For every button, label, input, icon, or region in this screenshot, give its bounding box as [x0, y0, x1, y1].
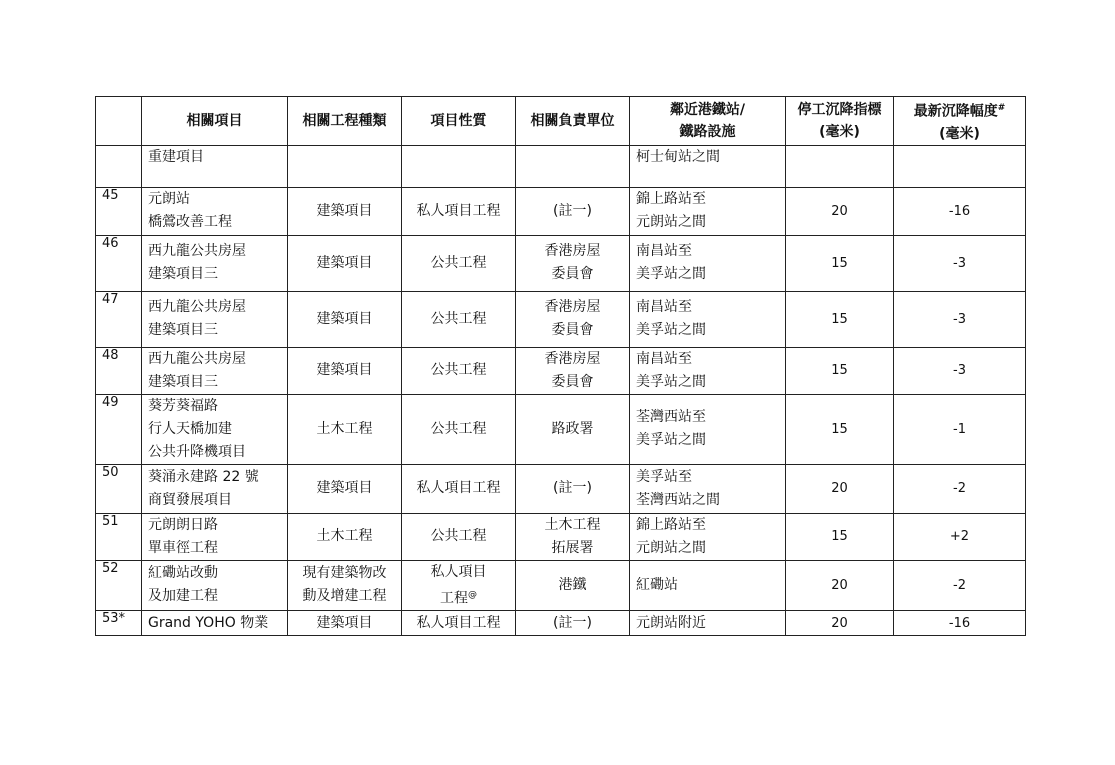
row-unit-line: 委員會 — [551, 266, 594, 283]
row-unit — [516, 611, 630, 636]
row-station — [630, 560, 786, 611]
row-station — [630, 291, 786, 347]
row-unit-line: 委員會 — [551, 322, 594, 339]
row-nature — [402, 291, 516, 347]
header-type: 相關工程種類 — [288, 97, 402, 146]
row-nature-line: 私人項目工程 — [416, 614, 501, 631]
row-trigger: 15 — [786, 235, 894, 291]
row-nature-line: 公共工程 — [430, 254, 487, 271]
row-trigger: 20 — [786, 611, 894, 636]
table-row — [96, 347, 1026, 394]
table-row — [96, 464, 1026, 513]
table-row — [96, 187, 1026, 235]
row-unit — [516, 464, 630, 513]
row-project-line: 單車徑工程 — [148, 539, 218, 556]
row-project-line: 建築項目三 — [148, 266, 218, 283]
row-nature — [402, 187, 516, 235]
row-unit — [516, 145, 630, 187]
header-row — [96, 97, 1026, 146]
row-unit — [516, 560, 630, 611]
row-unit-line: 拓展署 — [551, 539, 594, 556]
row-unit-line: 香港房屋 — [544, 243, 601, 260]
row-unit-line: 委員會 — [551, 373, 594, 390]
row-project — [142, 235, 288, 291]
row-nature-line: 公共工程 — [430, 420, 487, 437]
row-unit — [516, 291, 630, 347]
row-station — [630, 611, 786, 636]
row-latest: -3 — [894, 291, 1026, 347]
row-project — [142, 394, 288, 464]
row-type — [288, 145, 402, 187]
table-row-partial — [96, 145, 1026, 187]
row-station-line: 錦上路站至 — [636, 516, 706, 533]
row-nature-line: 公共工程 — [430, 362, 487, 379]
row-nature-line: 工程@ — [440, 589, 477, 607]
row-station — [630, 394, 786, 464]
row-nature-line: 公共工程 — [430, 528, 487, 545]
row-nature-line: 私人項目工程 — [416, 202, 501, 219]
row-unit-line: 香港房屋 — [544, 299, 601, 316]
row-latest: -2 — [894, 464, 1026, 513]
header-latest-text: 最新沉降幅度 — [913, 103, 998, 120]
row-latest: +2 — [894, 513, 1026, 560]
row-station — [630, 513, 786, 560]
table-row — [96, 611, 1026, 636]
row-nature — [402, 560, 516, 611]
header-station-line2: 鐵路設施 — [679, 123, 736, 140]
row-nature — [402, 394, 516, 464]
table-row — [96, 394, 1026, 464]
row-number: 46 — [96, 235, 142, 291]
row-number: 52 — [96, 560, 142, 611]
row-type-line: 建築項目 — [316, 310, 373, 327]
header-unit: 相關負責單位 — [516, 97, 630, 146]
row-project-line: 西九龍公共房屋 — [148, 299, 246, 316]
row-project-line: 商貿發展項目 — [148, 491, 232, 508]
row-unit-line: 香港房屋 — [544, 350, 601, 367]
row-station: 柯士甸站之間 — [630, 145, 786, 187]
row-number: 49 — [96, 394, 142, 464]
row-unit-line: (註一) — [553, 202, 592, 219]
header-latest-line1 — [900, 97, 1019, 123]
row-project-line: 葵涌永建路 22 號 — [148, 468, 259, 485]
row-unit — [516, 394, 630, 464]
row-project-line: 行人天橋加建 — [148, 420, 232, 437]
row-project-line: 建築項目三 — [148, 373, 218, 390]
row-unit — [516, 513, 630, 560]
row-unit-line: 路政署 — [551, 420, 594, 437]
row-project-line: 葵芳葵福路 — [148, 397, 218, 414]
row-project-line: 西九龍公共房屋 — [148, 243, 246, 260]
row-project-line: 紅磡站改動 — [148, 565, 218, 582]
row-trigger: 20 — [786, 187, 894, 235]
row-station-line: 荃灣西站之間 — [636, 491, 720, 508]
row-station-line: 元朗站之間 — [636, 539, 706, 556]
row-unit-line: (註一) — [553, 614, 592, 631]
settlement-table — [95, 96, 1026, 636]
row-type-line: 現有建築物改 — [302, 565, 387, 582]
row-nature — [402, 464, 516, 513]
row-trigger — [786, 145, 894, 187]
row-latest: -2 — [894, 560, 1026, 611]
table-row — [96, 235, 1026, 291]
row-unit — [516, 347, 630, 394]
row-trigger: 15 — [786, 513, 894, 560]
row-project — [142, 291, 288, 347]
row-project-line: 公共升降機項目 — [148, 443, 246, 460]
row-latest: -1 — [894, 394, 1026, 464]
row-type — [288, 394, 402, 464]
row-station-line: 元朗站附近 — [636, 614, 706, 631]
row-station-line: 元朗站之間 — [636, 214, 706, 231]
row-type-line: 建築項目 — [316, 254, 373, 271]
row-nature-line: 私人項目 — [430, 563, 487, 580]
header-trigger-line2: (毫米) — [819, 123, 860, 140]
row-number: 45 — [96, 187, 142, 235]
row-station — [630, 187, 786, 235]
row-type-line: 建築項目 — [316, 480, 373, 497]
row-trigger: 15 — [786, 291, 894, 347]
row-project-line: 西九龍公共房屋 — [148, 350, 246, 367]
row-latest: -16 — [894, 611, 1026, 636]
row-number: 51 — [96, 513, 142, 560]
row-type — [288, 560, 402, 611]
row-trigger: 15 — [786, 394, 894, 464]
row-trigger: 20 — [786, 464, 894, 513]
row-type — [288, 347, 402, 394]
row-type — [288, 291, 402, 347]
header-latest-sup: # — [997, 103, 1006, 113]
row-type — [288, 187, 402, 235]
row-type-line: 建築項目 — [316, 362, 373, 379]
row-type-line: 動及增建工程 — [302, 588, 387, 605]
row-station-line: 南昌站至 — [636, 299, 692, 316]
header-trigger — [786, 97, 894, 146]
header-no — [96, 97, 142, 146]
row-number: 48 — [96, 347, 142, 394]
row-type-line: 建築項目 — [316, 614, 373, 631]
table-row — [96, 291, 1026, 347]
header-station — [630, 97, 786, 146]
row-number: 47 — [96, 291, 142, 347]
row-project-line: 橋鶯改善工程 — [148, 214, 232, 231]
header-nature: 項目性質 — [402, 97, 516, 146]
row-type-line: 土木工程 — [316, 528, 373, 545]
row-station — [630, 235, 786, 291]
table-row — [96, 560, 1026, 611]
row-project — [142, 611, 288, 636]
row-nature-line: 私人項目工程 — [416, 480, 501, 497]
row-station-line: 紅磡站 — [636, 576, 678, 593]
row-station — [630, 464, 786, 513]
row-no — [96, 145, 142, 187]
row-station-line: 荃灣西站至 — [636, 409, 706, 426]
row-latest: -16 — [894, 187, 1026, 235]
row-latest — [894, 145, 1026, 187]
row-nature — [402, 347, 516, 394]
row-project — [142, 347, 288, 394]
row-latest: -3 — [894, 347, 1026, 394]
header-trigger-line1: 停工沉降指標 — [797, 101, 882, 118]
row-station-line: 美孚站之間 — [636, 266, 706, 283]
row-station-line: 南昌站至 — [636, 243, 692, 260]
row-project-line: Grand YOHO 物業 — [148, 614, 269, 631]
row-nature-sup: @ — [468, 589, 477, 600]
row-type — [288, 611, 402, 636]
row-project — [142, 187, 288, 235]
header-latest — [894, 97, 1026, 146]
row-station — [630, 347, 786, 394]
row-latest: -3 — [894, 235, 1026, 291]
row-unit-line: 土木工程 — [544, 516, 601, 533]
row-station-line: 美孚站之間 — [636, 373, 706, 390]
row-type — [288, 513, 402, 560]
row-project — [142, 464, 288, 513]
header-project: 相關項目 — [142, 97, 288, 146]
row-project — [142, 513, 288, 560]
row-nature-line: 公共工程 — [430, 310, 487, 327]
row-trigger: 20 — [786, 560, 894, 611]
row-type-line: 土木工程 — [316, 420, 373, 437]
row-nature — [402, 513, 516, 560]
row-station-line: 錦上路站至 — [636, 191, 706, 208]
row-nature — [402, 145, 516, 187]
row-project-line: 建築項目三 — [148, 322, 218, 339]
row-unit — [516, 187, 630, 235]
header-latest-line2: (毫米) — [939, 125, 980, 142]
row-project-line: 元朗站 — [148, 191, 190, 208]
row-station-line: 南昌站至 — [636, 350, 692, 367]
row-project: 重建項目 — [142, 145, 288, 187]
row-project — [142, 560, 288, 611]
row-type — [288, 464, 402, 513]
row-trigger: 15 — [786, 347, 894, 394]
row-unit-line: (註一) — [553, 480, 592, 497]
row-project-line: 及加建工程 — [148, 588, 218, 605]
header-station-line1: 鄰近港鐵站/ — [669, 101, 746, 118]
row-number: 53* — [96, 611, 142, 636]
row-number: 50 — [96, 464, 142, 513]
row-station-line: 美孚站之間 — [636, 322, 706, 339]
row-type — [288, 235, 402, 291]
row-nature — [402, 235, 516, 291]
row-unit-line: 港鐵 — [558, 576, 587, 593]
row-type-line: 建築項目 — [316, 202, 373, 219]
row-station-line: 美孚站至 — [636, 468, 692, 485]
row-station-line: 美孚站之間 — [636, 432, 706, 449]
row-unit — [516, 235, 630, 291]
row-project-line: 元朗朗日路 — [148, 516, 218, 533]
table-row — [96, 513, 1026, 560]
row-nature — [402, 611, 516, 636]
